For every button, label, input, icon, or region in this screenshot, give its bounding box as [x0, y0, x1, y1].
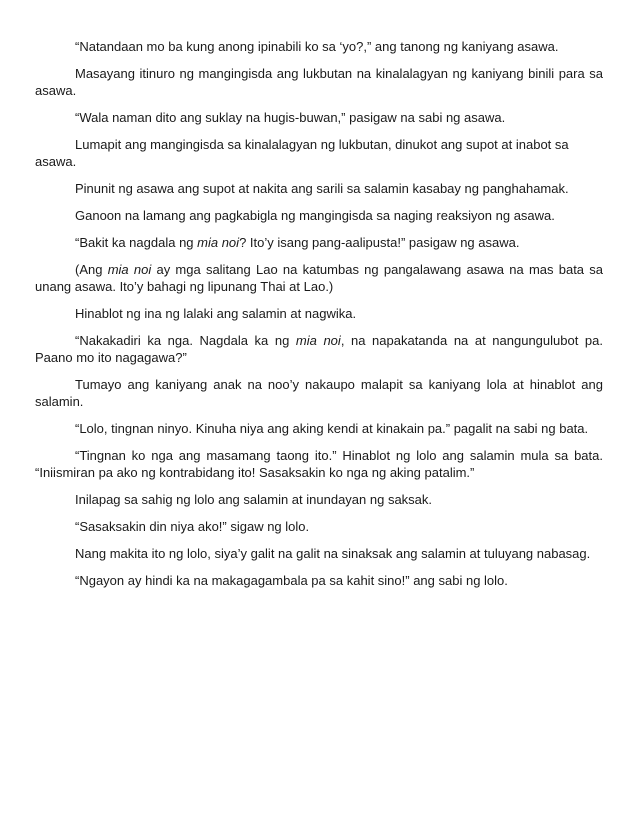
paragraph-6: Ganoon na lamang ang pagkabigla ng mangingisda sa naging reaksiyon ng asawa. — [75, 208, 555, 223]
paragraph-7: “Bakit ka nagdala ng mia noi? Ito’y isang pang-aalipusta!” pasigaw ng asawa. — [75, 235, 520, 250]
italic-term: mia noi — [107, 262, 152, 277]
paragraph-17: “Ngayon ay hindi ka na makagagambala pa sa kahit sino!” ang sabi ng lolo. — [75, 573, 508, 588]
paragraph-9: Hinablot ng ina ng lalaki ang salamin at nagwika. — [75, 306, 357, 321]
paragraph-4: Lumapit ang mangingisda sa kinalalagyan ng lukbutan, dinukot ang supot at inabot sa asawa. — [35, 137, 569, 169]
paragraph-1: “Natandaan mo ba kung anong ipinabili ko sa ‘yo?,” ang tanong ng kaniyang asawa. — [75, 39, 559, 54]
italic-term: mia noi — [295, 333, 341, 348]
paragraph-10: “Nakakadiri ka nga. Nagdala ka ng mia noi, na napakatanda na at nangungulubot pa. Paano mo ito nagagawa?” — [35, 333, 603, 365]
paragraph-5: Pinunit ng asawa ang supot at nakita ang sarili sa salamin kasabay ng panghahamak. — [75, 181, 569, 196]
paragraph-14: Inilapag sa sahig ng lolo ang salamin at inundayan ng saksak. — [75, 492, 433, 507]
paragraph-12: “Lolo, tingnan ninyo. Kinuha niya ang aking kendi at kinakain pa.” pagalit na sabi ng bata. — [75, 421, 589, 436]
paragraph-13: “Tingnan ko nga ang masamang taong ito.” Hinablot ng lolo ang salamin mula sa bata. “Iniismiran pa ako ng kontrabidang ito! Sasaksakin ko nga ng aking patalim.” — [35, 448, 603, 480]
paragraph-2: Masayang itinuro ng mangingisda ang lukbutan na kinalalagyan ng kaniyang binili para sa asawa. — [35, 66, 603, 98]
document-page — [35, 38, 603, 599]
paragraph-3: “Wala naman dito ang suklay na hugis-buwan,” pasigaw na sabi ng asawa. — [75, 110, 506, 125]
paragraph-11: Tumayo ang kaniyang anak na noo’y nakaupo malapit sa kaniyang lola at hinablot ang salamin. — [35, 377, 603, 409]
italic-term: mia noi — [197, 235, 240, 250]
paragraph-15: “Sasaksakin din niya ako!” sigaw ng lolo. — [75, 519, 310, 534]
paragraph-16: Nang makita ito ng lolo, siya’y galit na galit na sinaksak ang salamin at tuluyang nabasag. — [75, 546, 591, 561]
paragraph-8: (Ang mia noi ay mga salitang Lao na katumbas ng pangalawang asawa na mas bata sa unang asawa. Ito’y bahagi ng lipunang Thai at Lao.) — [35, 262, 603, 294]
